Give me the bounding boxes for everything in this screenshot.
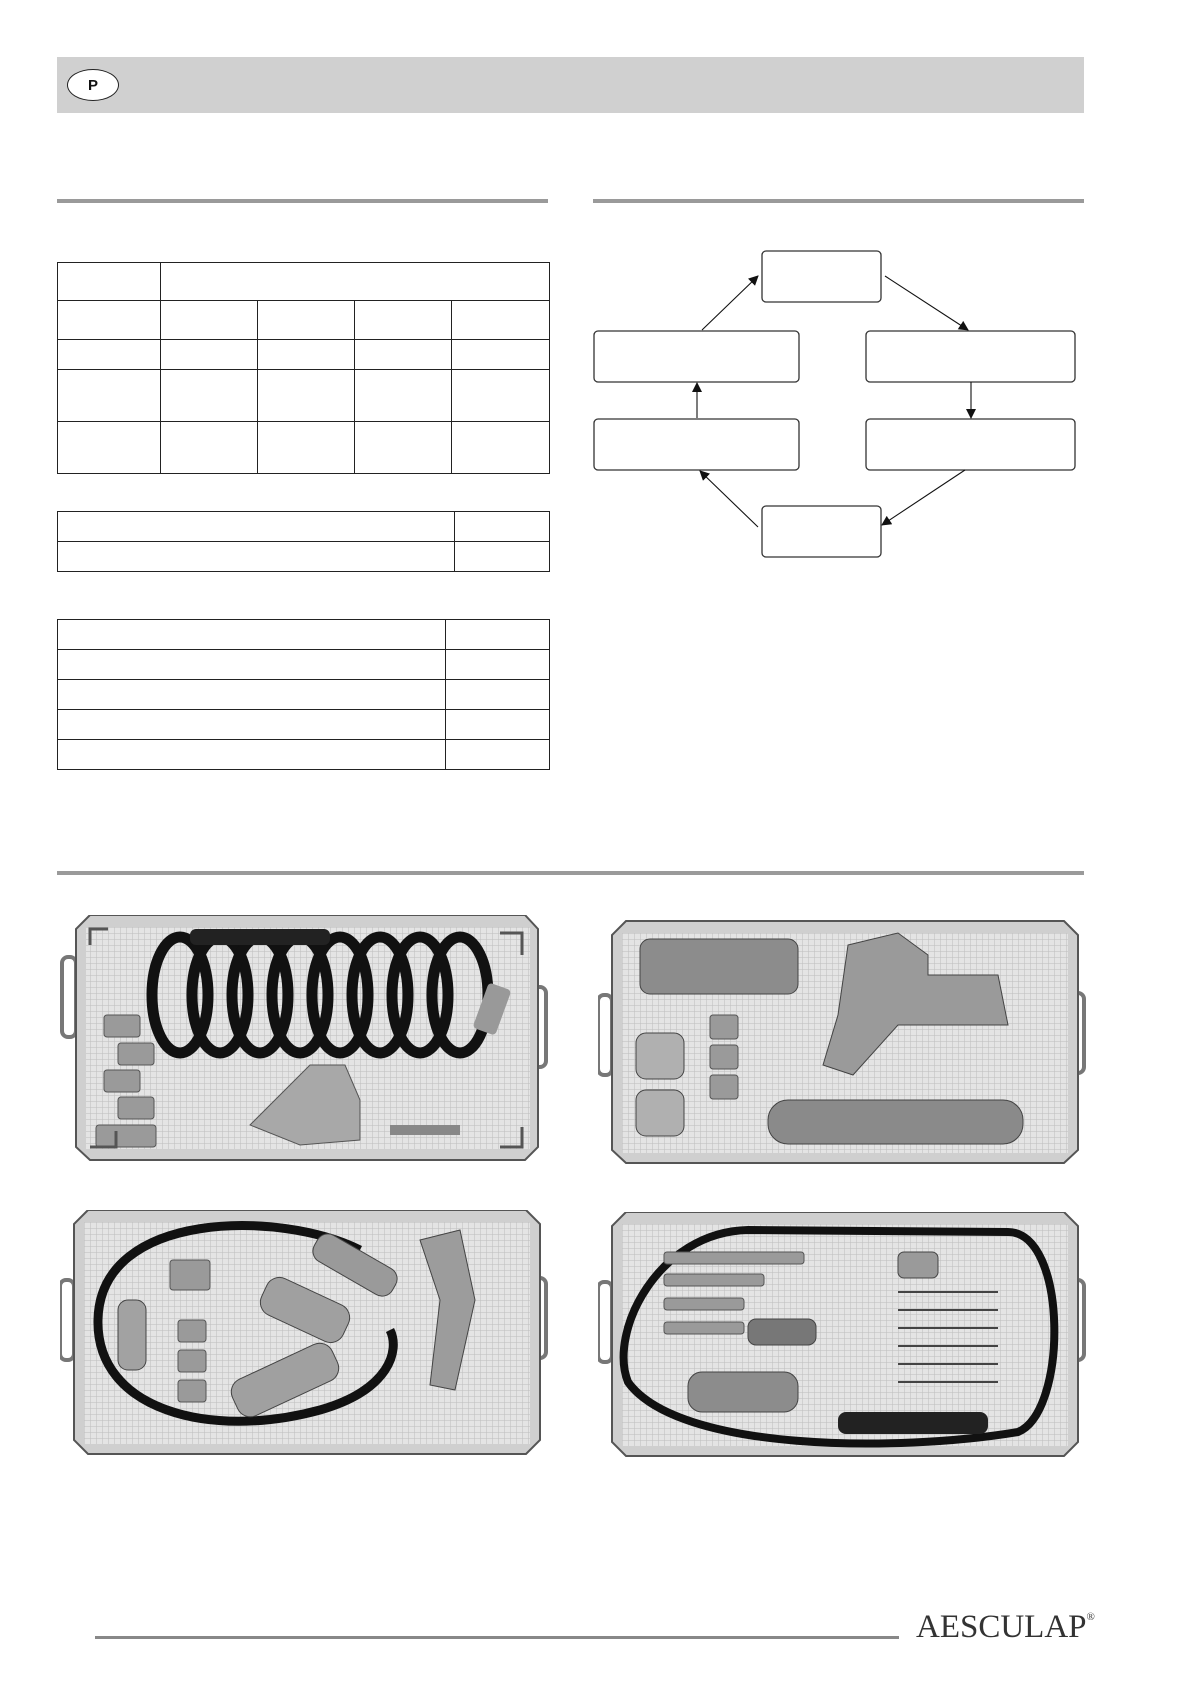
- key-tool: [390, 1125, 460, 1135]
- table-cell: [58, 542, 455, 572]
- cycle-arrow: [882, 470, 965, 525]
- tray-handle: [60, 1280, 74, 1360]
- oil-canister: [118, 1300, 146, 1370]
- table-cell: [161, 301, 258, 340]
- cycle-step-lower-left: [594, 419, 799, 470]
- cycle-step-upper-left: [594, 331, 799, 382]
- table-cell: [58, 340, 161, 370]
- tray-photo-4: [598, 1212, 1086, 1462]
- tray-photo-3: [60, 1210, 548, 1460]
- table-cell: [355, 422, 452, 474]
- saw-handpiece: [768, 1100, 1023, 1144]
- table-cell: [58, 650, 446, 680]
- hose-connector: [838, 1412, 988, 1434]
- logo-text: AESCULAP: [916, 1609, 1087, 1645]
- table-cell: [452, 301, 550, 340]
- table-cell: [452, 370, 550, 422]
- aesculap-logo: [916, 1609, 1095, 1646]
- battery-pack: [640, 939, 798, 994]
- battery-cap: [636, 1090, 684, 1136]
- registered-mark: ®: [1086, 1611, 1095, 1623]
- table-cell: [258, 422, 355, 474]
- cycle-arrow: [702, 276, 758, 330]
- table-cell: [161, 422, 258, 474]
- table-cell: [58, 620, 446, 650]
- cycle-step-bottom: [762, 506, 881, 557]
- table-cell: [258, 301, 355, 340]
- cycle-step-lower-right: [866, 419, 1075, 470]
- table-cell: [446, 620, 550, 650]
- data-table-3: [57, 619, 550, 770]
- table-cell: [355, 370, 452, 422]
- table-cell: [355, 301, 452, 340]
- language-badge: P: [67, 69, 119, 101]
- tray-handle: [598, 995, 612, 1075]
- table-cell: [58, 710, 446, 740]
- table-cell: [58, 263, 161, 301]
- drill-chucks: [710, 1015, 738, 1099]
- chuck: [898, 1252, 938, 1278]
- cycle-arrow: [885, 276, 968, 330]
- tray-photo-2: [598, 915, 1086, 1165]
- section-rule-left: [57, 199, 548, 203]
- table-cell: [161, 340, 258, 370]
- cycle-step-upper-right: [866, 331, 1075, 382]
- table-cell: [258, 370, 355, 422]
- table-cell: [58, 301, 161, 340]
- table-cell: [58, 512, 455, 542]
- table-cell: [452, 422, 550, 474]
- table-cell: [455, 512, 550, 542]
- tray-handle: [62, 957, 76, 1037]
- table-cell: [58, 740, 446, 770]
- data-table-2: [57, 511, 550, 572]
- table-cell: [446, 650, 550, 680]
- table-cell: [58, 422, 161, 474]
- table-cell: [455, 542, 550, 572]
- drill-handpiece: [688, 1372, 798, 1412]
- table-cell: [446, 680, 550, 710]
- table-cell: [446, 710, 550, 740]
- table-cell: [58, 680, 446, 710]
- table-cell: [446, 740, 550, 770]
- hose-connector: [190, 929, 330, 945]
- battery-cap: [636, 1033, 684, 1079]
- table-cell: [355, 340, 452, 370]
- footer-rule: [95, 1636, 899, 1639]
- table-cell: [258, 340, 355, 370]
- table-cell: [452, 340, 550, 370]
- table-cell: [161, 263, 550, 301]
- section-rule-bottom: [57, 871, 1084, 875]
- table-cell: [161, 370, 258, 422]
- header-bar: [57, 57, 1084, 113]
- burr-handpiece: [748, 1319, 816, 1345]
- data-table-1: [57, 262, 550, 474]
- cycle-arrow: [700, 471, 758, 527]
- table-cell: [58, 370, 161, 422]
- tray-photo-1: [60, 915, 548, 1165]
- cycle-diagram: [590, 240, 1090, 570]
- tray-handle: [598, 1282, 612, 1362]
- section-rule-right: [593, 199, 1084, 203]
- cycle-step-top: [762, 251, 881, 302]
